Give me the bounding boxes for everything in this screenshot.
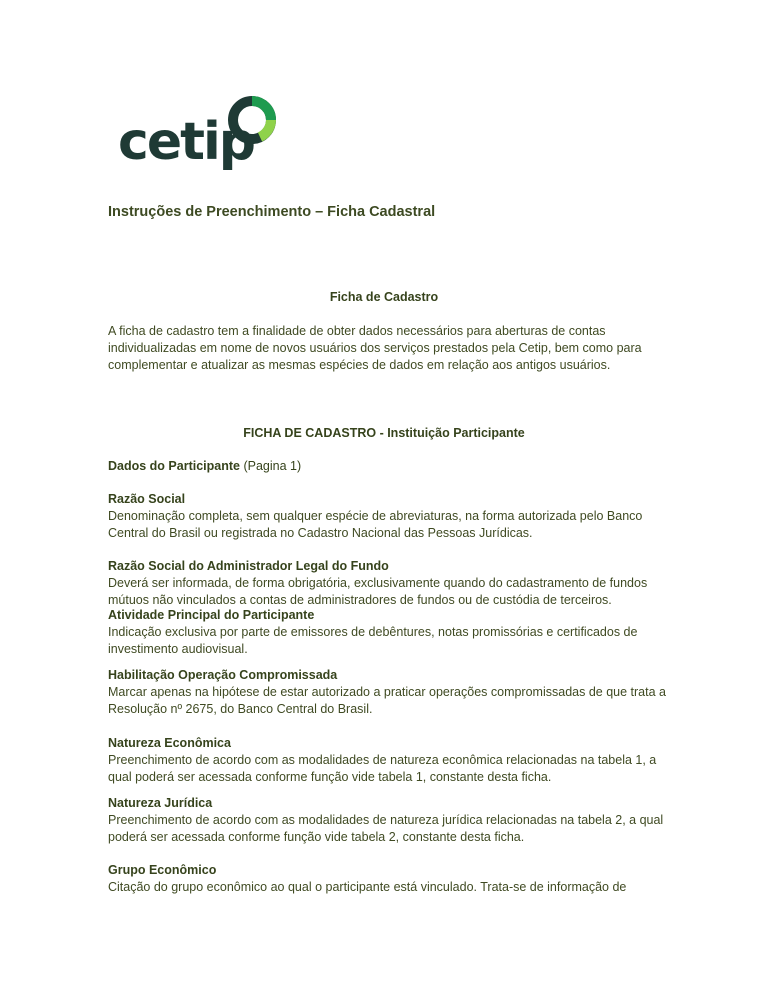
intro-paragraph: A ficha de cadastro tem a finalidade de obter dados necessários para aberturas de contas individualizadas em nome de novos usuários dos serviços prestados pela Cetip, bem como para complementar e atualizar as mesmas espécies de dados em relação aos antigos usuários. — [108, 324, 642, 372]
section-natureza-economica — [108, 735, 668, 786]
section-text: Marcar apenas na hipótese de estar autorizado a praticar operações compromissadas de que trata a Resolução nº 2675, do Banco Central do Brasil. — [108, 685, 666, 716]
section-habilitacao — [108, 667, 668, 718]
section-text: Deverá ser informada, de forma obrigatória, exclusivamente quando do cadastramento de fundos mútuos não vinculados a contas de administradores de fundos ou de custódia de terceiros. — [108, 576, 648, 607]
section-title: Razão Social do Administrador Legal do Fundo — [108, 559, 389, 573]
participant-section — [108, 458, 668, 475]
section-title: Grupo Econômico — [108, 863, 217, 877]
section-title: Natureza Econômica — [108, 736, 231, 750]
document-title: Instruções de Preenchimento – Ficha Cadastral — [108, 204, 436, 220]
participant-section-title — [108, 458, 668, 475]
section-title: Razão Social — [108, 492, 186, 506]
section-text: Citação do grupo econômico ao qual o participante está vinculado. Trata-se de informação de — [108, 880, 627, 894]
participant-title-suffix: (Pagina 1) — [243, 459, 302, 473]
form-heading: FICHA DE CADASTRO - Instituição Participante — [243, 426, 525, 440]
section-atividade-principal — [108, 607, 668, 658]
section-text: Preenchimento de acordo com as modalidades de natureza econômica relacionadas na tabela 1, a qual poderá ser acessada conforme função vide tabela 1, constante desta ficha. — [108, 753, 657, 784]
section-grupo-economico — [108, 862, 668, 896]
section-title: Atividade Principal do Participante — [108, 608, 315, 622]
logo-wordmark: cetip — [118, 112, 254, 172]
section-text: Preenchimento de acordo com as modalidades de natureza jurídica relacionadas na tabela 2, a qual poderá ser acessada conforme função vide tabela 2, constante desta ficha. — [108, 813, 664, 844]
ficha-heading: Ficha de Cadastro — [329, 290, 439, 304]
section-administrador-legal — [108, 558, 668, 609]
cetip-logo — [118, 90, 278, 182]
section-text: Denominação completa, sem qualquer espécie de abreviaturas, na forma autorizada pelo Banco Central do Brasil ou registrada no Cadastro Nacional das Pessoas Jurídicas. — [108, 509, 643, 540]
section-natureza-juridica — [108, 795, 668, 846]
section-title: Habilitação Operação Compromissada — [108, 668, 338, 682]
section-title: Natureza Jurídica — [108, 796, 213, 810]
logo-ring-icon — [222, 90, 282, 150]
participant-title-text: Dados do Participante — [108, 459, 240, 473]
section-razao-social — [108, 491, 668, 542]
section-text: Indicação exclusiva por parte de emissores de debêntures, notas promissórias e certificados de investimento audiovisual. — [108, 625, 638, 656]
